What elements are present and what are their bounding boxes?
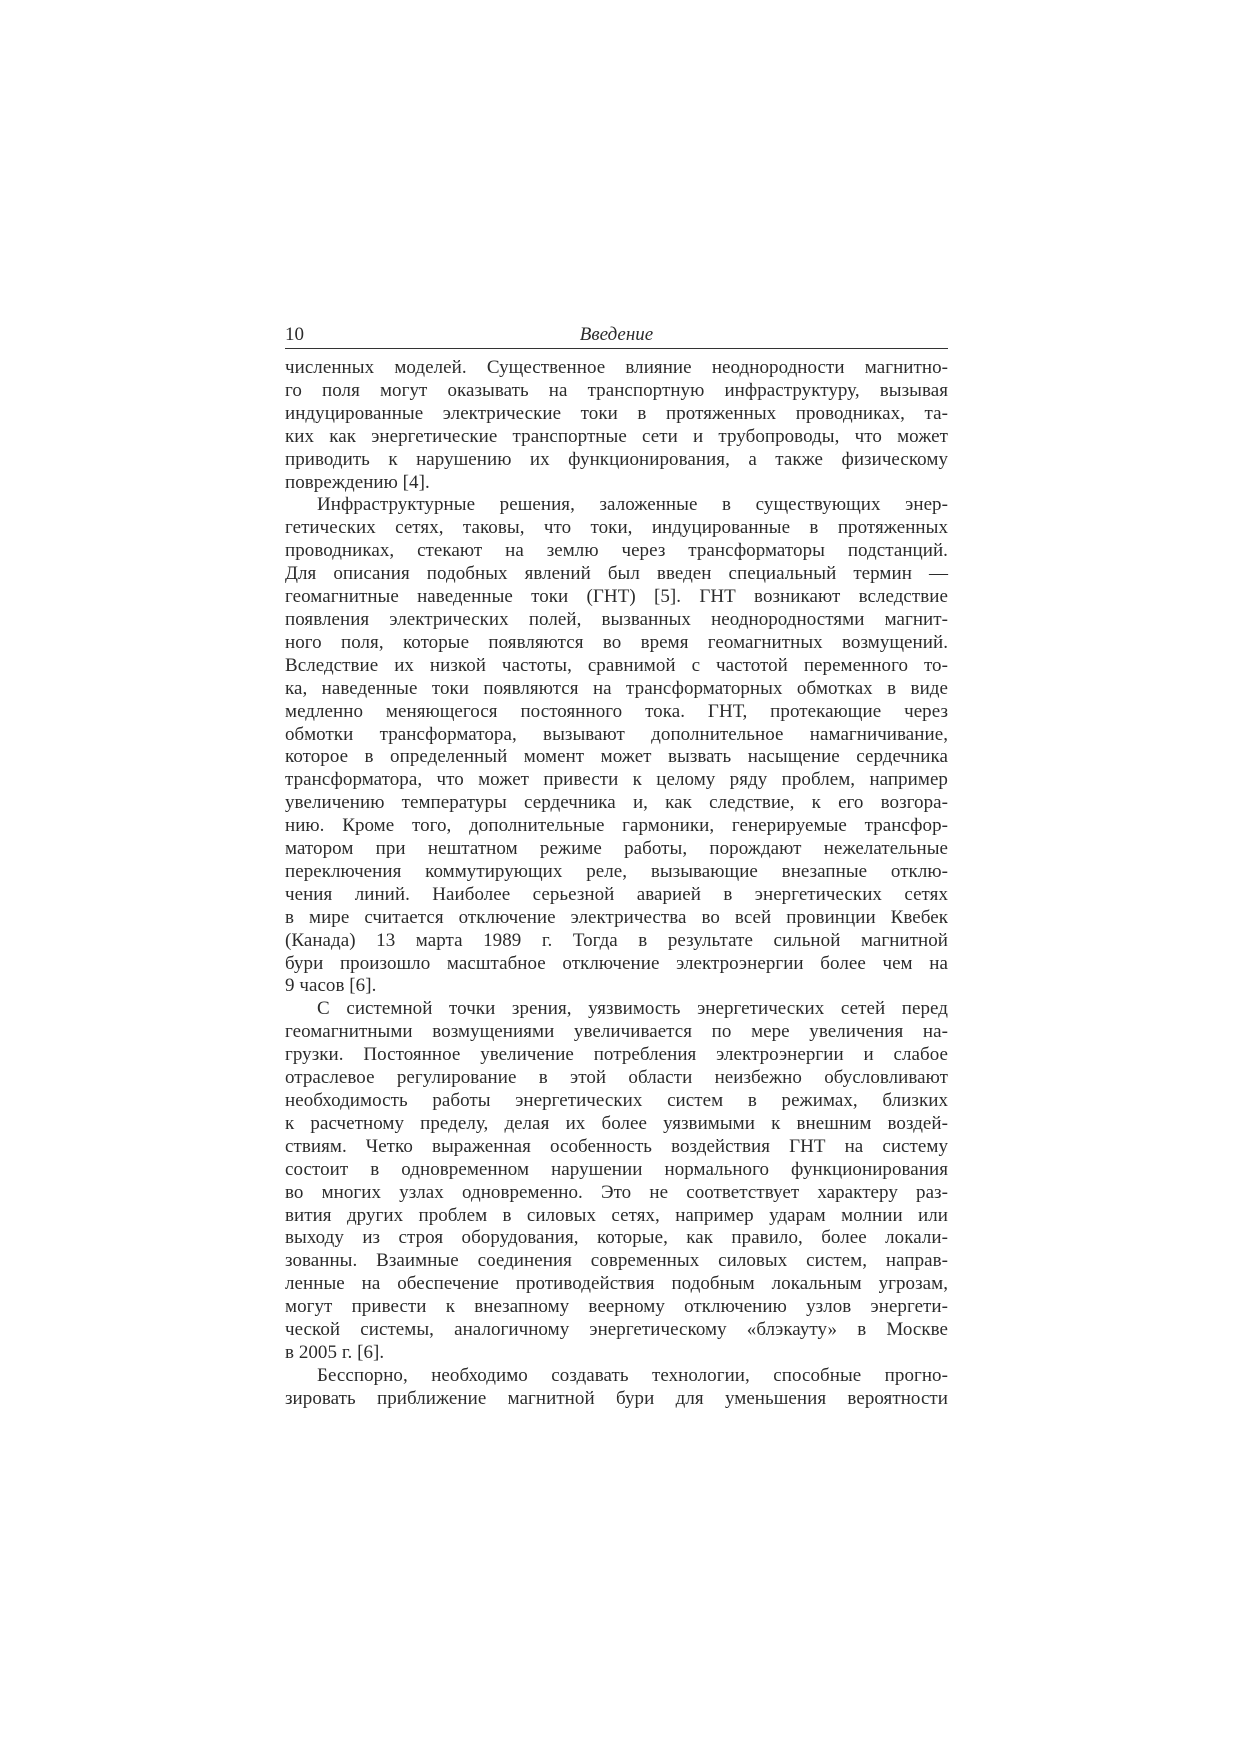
running-head	[285, 322, 948, 349]
text-line: отраслевое регулирование в этой области неизбежно обусловливают	[285, 1067, 948, 1089]
text-line: могут привести к внезапному веерному отключению узлов энергети-	[285, 1296, 948, 1318]
text-line: необходимость работы энергетических систем в режимах, близких	[285, 1090, 948, 1111]
paragraph	[285, 998, 948, 1365]
text-line: переключения коммутирующих реле, вызывающие внезапные отклю-	[285, 860, 948, 882]
text-line: го поля могут оказывать на транспортную инфраструктуру, вызывая	[285, 379, 948, 401]
text-line: индуцированные электрические токи в протяженных проводниках, та-	[285, 402, 948, 424]
text-line: зировать приближение магнитной бури для уменьшения вероятности	[285, 1387, 948, 1409]
text-line: зованны. Взаимные соединения современных силовых систем, направ-	[285, 1250, 948, 1272]
paragraph	[285, 357, 948, 494]
text-line: ких как энергетические транспортные сети и трубопроводы, что может	[285, 425, 948, 447]
text-line: вития других проблем в силовых сетях, например ударам молнии или	[285, 1204, 948, 1226]
text-line: чения линий. Наиболее серьезной аварией в энергетических сетях	[285, 883, 948, 905]
page-number: 10	[285, 324, 304, 345]
text-line: ствиям. Четко выраженная особенность воздействия ГНТ на систему	[285, 1135, 948, 1157]
text-line: бури произошло масштабное отключение электроэнергии более чем на	[285, 952, 948, 974]
text-line: в 2005 г. [6].	[285, 1341, 385, 1363]
text-line: появления электрических полей, вызванных неоднородностями магнит-	[285, 608, 948, 630]
text-line: обмотки трансформатора, вызывают дополнительное намагничивание,	[285, 723, 948, 745]
text-line: состоит в одновременном нарушении нормального функционирования	[285, 1158, 948, 1180]
book-page	[285, 322, 948, 1411]
text-line: С системной точки зрения, уязвимость энергетических сетей перед	[317, 998, 948, 1020]
text-line: трансформатора, что может привести к целому ряду проблем, например	[285, 769, 948, 791]
text-line: в мире считается отключение электричества во всей провинции Квебек	[285, 906, 948, 928]
text-line: повреждению [4].	[285, 471, 430, 493]
text-line: проводниках, стекают на землю через трансформаторы подстанций.	[285, 540, 948, 562]
text-line: матором при нештатном режиме работы, порождают нежелательные	[285, 838, 948, 860]
text-line: геомагнитные наведенные токи (ГНТ) [5]. ГНТ возникают вследствие	[285, 586, 948, 608]
text-line: которое в определенный момент может вызвать насыщение сердечника	[285, 746, 948, 768]
text-line: увеличению температуры сердечника и, как следствие, к его возгора-	[285, 792, 948, 814]
text-line: Вследствие их низкой частоты, сравнимой с частотой переменного то-	[285, 654, 948, 676]
text-line: ленные на обеспечение противодействия подобным локальным угрозам,	[285, 1273, 948, 1295]
text-line: численных моделей. Существенное влияние неоднородности магнитно-	[285, 357, 948, 378]
text-line: ческой системы, аналогичному энергетическому «блэкауту» в Москве	[285, 1319, 948, 1341]
running-title: Введение	[579, 324, 654, 345]
text-line: во многих узлах одновременно. Это не соответствует характеру раз-	[285, 1181, 948, 1203]
text-line: Бесспорно, необходимо создавать технологии, способные прогно-	[317, 1364, 948, 1386]
text-line: грузки. Постоянное увеличение потребления электроэнергии и слабое	[285, 1044, 948, 1066]
text-line: выходу из строя оборудования, которые, как правило, более локали-	[285, 1227, 948, 1249]
text-line: приводить к нарушению их функционирования, а также физическому	[285, 448, 948, 470]
paragraph	[285, 494, 948, 998]
text-line: нию. Кроме того, дополнительные гармоники, генерируемые трансфор-	[285, 815, 948, 837]
text-line: ка, наведенные токи появляются на трансформаторных обмотках в виде	[285, 677, 948, 699]
text-line: ного поля, которые появляются во время геомагнитных возмущений.	[285, 631, 948, 653]
text-line: к расчетному пределу, делая их более уязвимыми к внешним воздей-	[285, 1112, 948, 1134]
text-line: Инфраструктурные решения, заложенные в существующих энер-	[317, 494, 948, 516]
text-line: Для описания подобных явлений был введен специальный термин —	[285, 563, 948, 585]
text-line: гетических сетях, таковы, что токи, индуцированные в протяженных	[285, 517, 948, 539]
text-line: (Канада) 13 марта 1989 г. Тогда в результате сильной магнитной	[285, 929, 948, 951]
text-line: 9 часов [6].	[285, 975, 377, 997]
paragraph	[285, 1365, 948, 1411]
body-text	[285, 357, 948, 1411]
text-line: геомагнитными возмущениями увеличивается по мере увеличения на-	[285, 1021, 948, 1043]
text-line: медленно меняющегося постоянного тока. ГНТ, протекающие через	[285, 700, 948, 722]
